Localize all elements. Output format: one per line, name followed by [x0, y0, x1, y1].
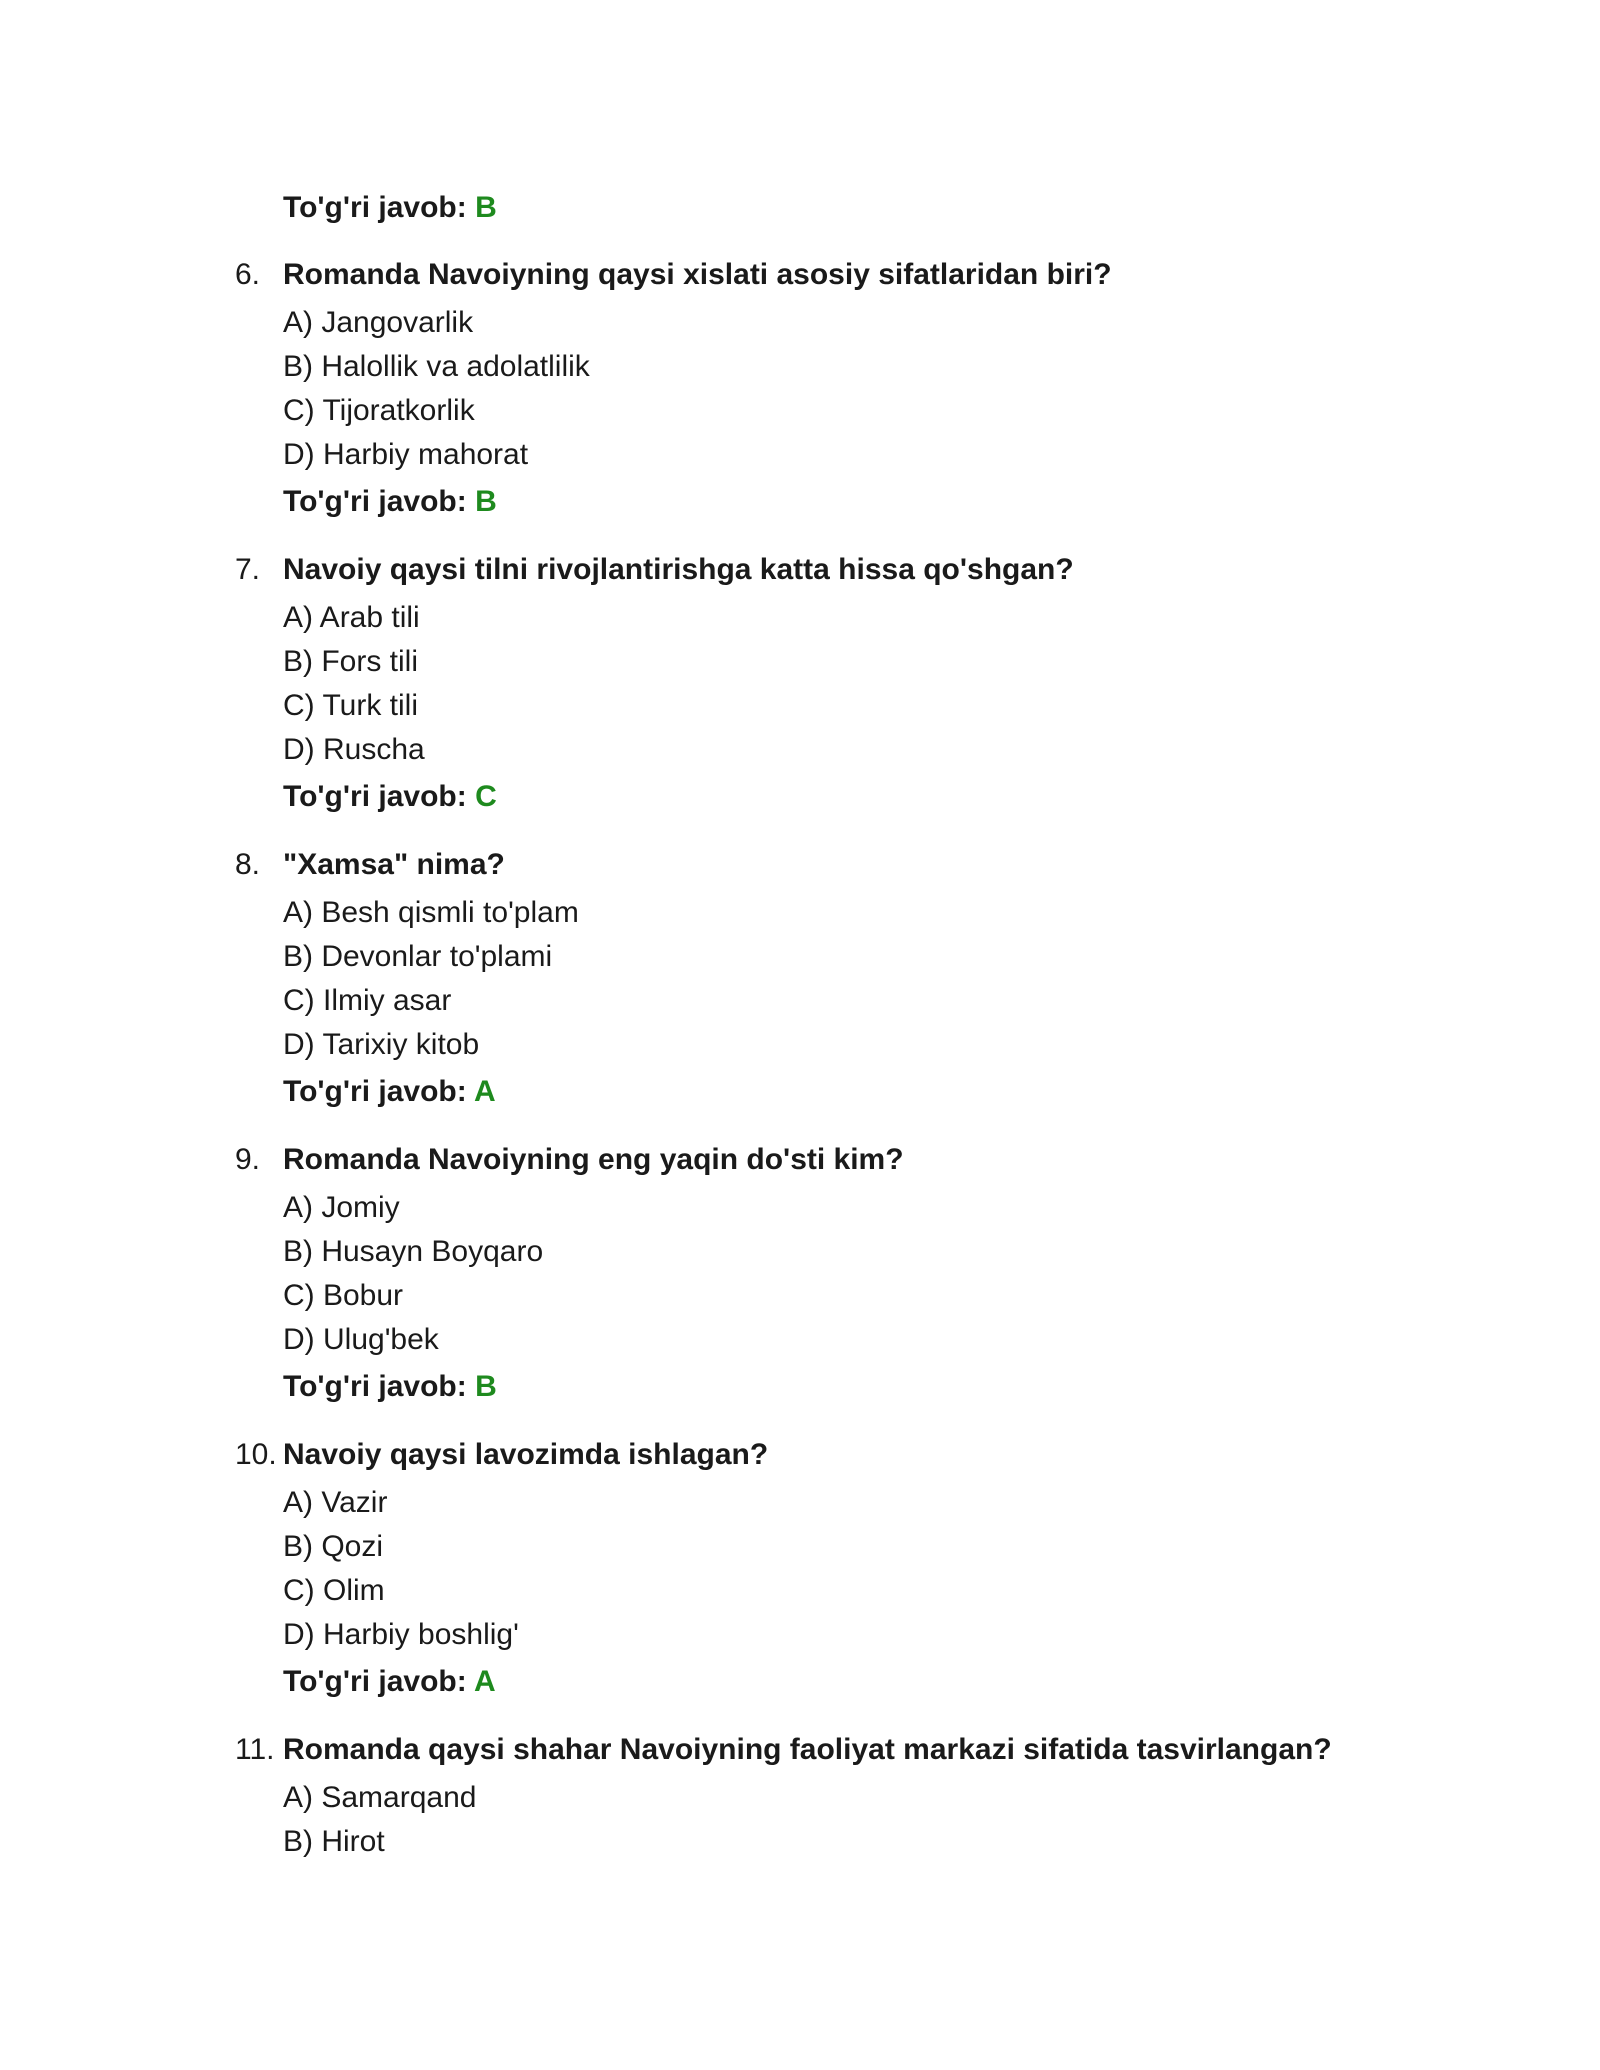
answer-letter: C — [475, 780, 497, 813]
answer-letter: A — [473, 1665, 496, 1698]
option-a: A) Jomiy — [283, 1191, 400, 1224]
answer-letter: B — [475, 191, 497, 224]
option-a: A) Samarqand — [283, 1781, 477, 1814]
option-b: B) Halollik va adolatlilik — [283, 350, 590, 383]
option-b: B) Husayn Boyqaro — [283, 1235, 544, 1268]
answer-label: To'g'ri javob: — [283, 1075, 467, 1108]
answer-label: To'g'ri javob: — [283, 1665, 467, 1698]
option-c: C) Olim — [283, 1574, 385, 1607]
question-number: 9. — [235, 1143, 261, 1176]
answer-line-q5 — [283, 193, 497, 223]
question-number: 11. — [235, 1733, 275, 1766]
answer-line-q6 — [283, 487, 497, 517]
answer-letter: B — [475, 485, 497, 518]
option-a: A) Besh qismli to'plam — [283, 896, 579, 929]
option-c: C) Ilmiy asar — [283, 984, 452, 1017]
option-a: A) Jangovarlik — [283, 306, 474, 339]
question-number: 8. — [235, 848, 261, 881]
answer-label: To'g'ri javob: — [283, 1370, 467, 1403]
option-b: B) Qozi — [283, 1530, 384, 1563]
option-d: D) Tarixiy kitob — [283, 1028, 480, 1061]
question-text: Navoiy qaysi lavozimda ishlagan? — [283, 1438, 769, 1471]
question-text: Romanda qaysi shahar Navoiyning faoliyat markazi sifatida tasvirlangan? — [283, 1733, 1332, 1766]
question-number: 7. — [235, 553, 261, 586]
answer-label: To'g'ri javob: — [283, 485, 467, 518]
option-a: A) Arab tili — [283, 601, 420, 634]
question-number: 6. — [235, 258, 261, 291]
option-a: A) Vazir — [283, 1486, 388, 1519]
answer-line-q10 — [283, 1667, 496, 1697]
answer-letter: A — [473, 1075, 496, 1108]
question-text: Navoiy qaysi tilni rivojlantirishga katta hissa qo'shgan? — [283, 553, 1074, 586]
option-d: D) Harbiy boshlig' — [283, 1618, 519, 1651]
option-c: C) Turk tili — [283, 689, 418, 722]
question-text: Romanda Navoiyning qaysi xislati asosiy sifatlaridan biri? — [283, 258, 1112, 291]
answer-line-q9 — [283, 1372, 497, 1402]
answer-line-q7 — [283, 782, 497, 812]
answer-label: To'g'ri javob: — [283, 780, 467, 813]
option-b: B) Hirot — [283, 1825, 385, 1858]
option-c: C) Bobur — [283, 1279, 404, 1312]
option-d: D) Harbiy mahorat — [283, 438, 529, 471]
option-b: B) Devonlar to'plami — [283, 940, 553, 973]
option-d: D) Ruscha — [283, 733, 425, 766]
option-c: C) Tijoratkorlik — [283, 394, 475, 427]
answer-letter: B — [475, 1370, 497, 1403]
question-text: "Xamsa" nima? — [283, 848, 505, 881]
answer-line-q8 — [283, 1077, 496, 1107]
option-d: D) Ulug'bek — [283, 1323, 439, 1356]
question-text: Romanda Navoiyning eng yaqin do'sti kim? — [283, 1143, 904, 1176]
option-b: B) Fors tili — [283, 645, 418, 678]
question-number: 10. — [235, 1438, 277, 1471]
answer-label: To'g'ri javob: — [283, 191, 467, 224]
